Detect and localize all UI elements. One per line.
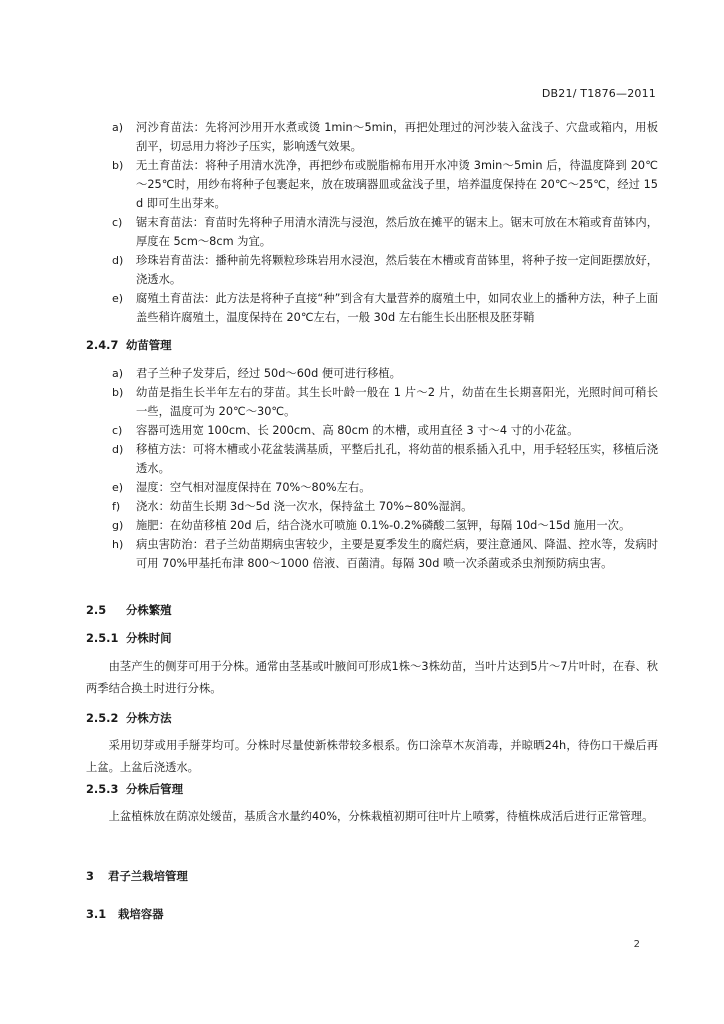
paragraph-2-5-3: 上盆植株放在荫凉处缓苗，基质含水量约40%，分株栽植初期可往叶片上喷雾，待植株成活后进行正常管理。 — [108, 810, 654, 823]
seedling-management-list — [0, 364, 724, 573]
heading-title: 君子兰栽培管理 — [108, 869, 188, 883]
list-item — [0, 118, 724, 156]
list-item-text: 病虫害防治：君子兰幼苗期病虫害较少，主要是夏季发生的腐烂病，要注意通风、降温、控水等，发病时可用 70%甲基托布津 800～1000 倍液、百菌清。每隔 30d 喷一次杀菌或杀虫剂预防病虫害。 — [136, 538, 658, 570]
section-heading-2-5-2 — [86, 710, 172, 726]
section-heading-2-5-3 — [86, 781, 183, 797]
heading-title: 分株时间 — [126, 631, 172, 645]
list-item-text: 河沙育苗法：先将河沙用开水煮或烫 1min～5min，再把处理过的河沙装入盆浅子、穴盘或箱内，用板刮平，切忌用力将沙子压实，影响透气效果。 — [136, 121, 658, 153]
list-marker: d) — [112, 254, 124, 267]
list-marker: f) — [112, 500, 121, 513]
section-heading-2-4-7 — [86, 337, 172, 353]
list-marker: a) — [112, 121, 124, 134]
heading-title: 分株方法 — [126, 711, 172, 725]
list-item — [0, 364, 724, 383]
list-marker: g) — [112, 519, 124, 532]
list-item — [0, 251, 724, 289]
paragraph-2-5-2: 采用切芽或用手掰芽均可。分株时尽量使新株带较多根系。伤口涂草木灰消毒，并晾晒24h，待伤口干燥后再上盆。上盆后浇透水。 — [86, 739, 658, 774]
page-number: 2 — [633, 939, 640, 950]
heading-title: 分株繁殖 — [126, 603, 172, 617]
list-marker: h) — [112, 538, 124, 551]
list-item — [0, 289, 724, 327]
section-heading-2-5-1 — [86, 630, 172, 646]
list-marker: a) — [112, 367, 124, 380]
list-item — [0, 516, 724, 535]
list-item — [0, 440, 724, 478]
list-item-text: 湿度：空气相对湿度保持在 70%～80%左右。 — [136, 481, 371, 494]
document-code: DB21/ T1876—2011 — [541, 87, 656, 100]
heading-title: 栽培容器 — [118, 907, 164, 921]
list-marker: e) — [112, 481, 124, 494]
list-item-text: 君子兰种子发芽后，经过 50d～60d 便可进行移植。 — [136, 367, 401, 380]
list-item — [0, 421, 724, 440]
list-marker: b) — [112, 159, 124, 172]
heading-title: 分株后管理 — [126, 782, 183, 796]
seedling-methods-list — [0, 118, 724, 327]
heading-number: 2.5.3 — [86, 782, 119, 796]
list-item-text: 珍珠岩育苗法：播种前先将颗粒珍珠岩用水浸泡，然后装在木槽或育苗钵里，将种子按一定间距摆放好，浇透水。 — [136, 254, 658, 286]
list-item — [0, 213, 724, 251]
heading-number: 3.1 — [86, 907, 107, 921]
list-item-text: 施肥：在幼苗移植 20d 后，结合浇水可喷施 0.1%-0.2%磷酸二氢钾，每隔 10d～15d 施用一次。 — [136, 519, 631, 532]
list-marker: e) — [112, 292, 124, 305]
section-heading-3-1 — [86, 906, 164, 922]
heading-number: 2.5.2 — [86, 711, 119, 725]
list-item-text: 浇水：幼苗生长期 3d～5d 浇一次水，保持盆土 70%~80%湿润。 — [136, 500, 473, 513]
list-marker: c) — [112, 216, 123, 229]
list-item-text: 无土育苗法：将种子用清水洗净，再把纱布或脱脂棉布用开水冲烫 3min～5min 后，待温度降到 20℃～25℃时，用纱布将种子包裹起来，放在玻璃器皿或盆浅子里，培养温度保持在 20℃～25℃，经过 15d 即可生出芽来。 — [136, 159, 658, 210]
list-item-text: 幼苗是指生长半年左右的芽苗。其生长叶龄一般在 1 片～2 片，幼苗在生长期喜阳光，光照时间可稍长一些，温度可为 20℃～30℃。 — [136, 386, 658, 418]
paragraph-2-5-1: 由茎产生的侧芽可用于分株。通常由茎基或叶腋间可形成1株～3株幼苗，当叶片达到5片～7片叶时，在春、秋两季结合换土时进行分株。 — [86, 660, 658, 695]
heading-number: 2.5 — [86, 603, 107, 617]
heading-number: 2.5.1 — [86, 631, 119, 645]
heading-number: 3 — [86, 869, 94, 883]
list-item — [0, 497, 724, 516]
list-item-text: 移植方法：可将木槽或小花盆装满基质，平整后扎孔，将幼苗的根系插入孔中，用手轻轻压实，移植后浇透水。 — [136, 443, 658, 475]
list-item — [0, 383, 724, 421]
list-item — [0, 535, 724, 573]
section-heading-2-5 — [86, 602, 172, 618]
section-heading-3 — [86, 868, 188, 884]
heading-number: 2.4.7 — [86, 338, 119, 352]
list-item-text: 锯末育苗法：育苗时先将种子用清水清洗与浸泡，然后放在摊平的锯末上。锯末可放在木箱或育苗钵内，厚度在 5cm～8cm 为宜。 — [136, 216, 658, 248]
list-marker: d) — [112, 443, 124, 456]
list-item — [0, 478, 724, 497]
list-item-text: 容器可选用宽 100cm、长 200cm、高 80cm 的木槽，或用直径 3 寸～4 寸的小花盆。 — [136, 424, 579, 437]
list-marker: b) — [112, 386, 124, 399]
heading-title: 幼苗管理 — [126, 338, 172, 352]
list-item-text: 腐殖土育苗法：此方法是将种子直接“种”到含有大量营养的腐殖土中，如同农业上的播种方法，种子上面盖些稍许腐殖土，温度保持在 20℃左右，一般 30d 左右能生长出胚根及胚芽鞘 — [136, 292, 658, 324]
list-marker: c) — [112, 424, 123, 437]
list-item — [0, 156, 724, 213]
